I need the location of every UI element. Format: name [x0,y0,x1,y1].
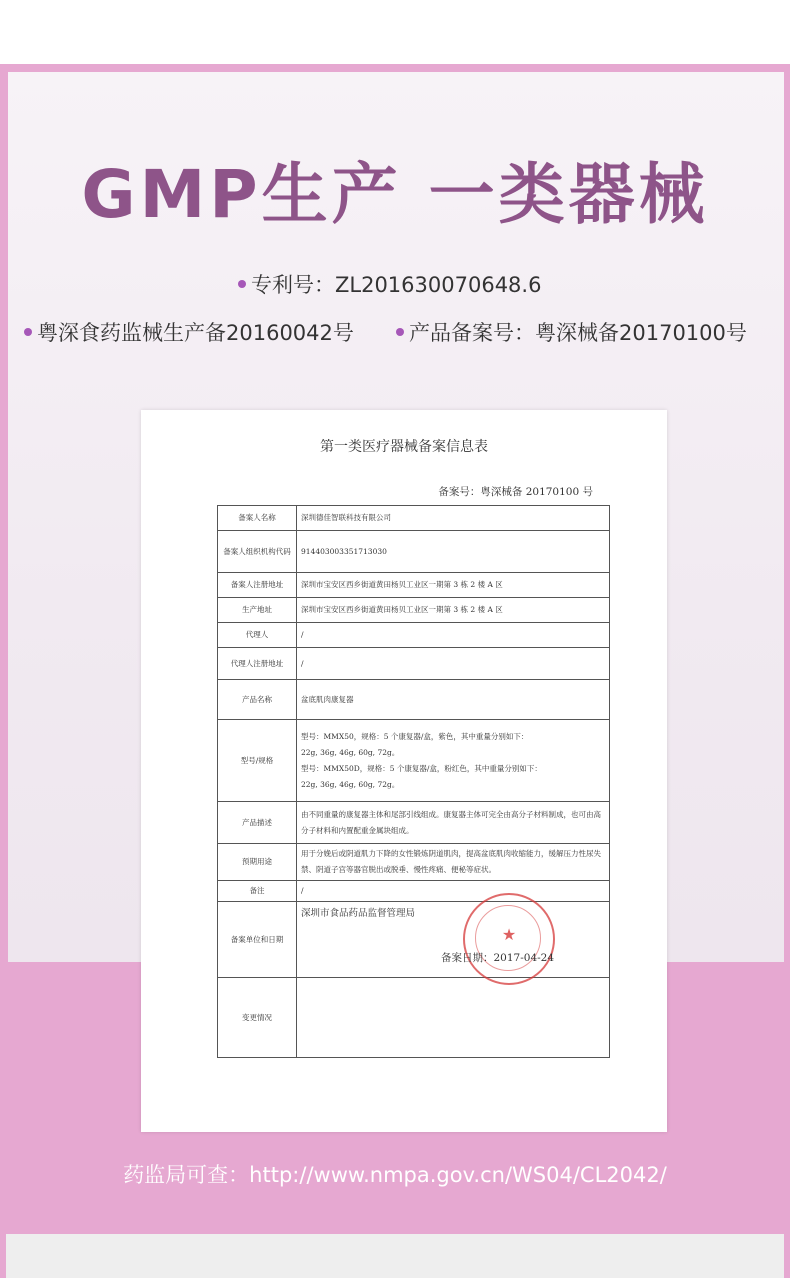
table-row [218,598,610,623]
row-key: 备案人名称 [218,506,297,531]
row-key: 产品描述 [218,802,297,844]
bullet-icon [24,328,32,336]
row-value: / [297,623,610,648]
table-row [218,680,610,720]
table-row [218,844,610,881]
footer-note: 药监局可查：http://www.nmpa.gov.cn/WS04/CL2042/ [123,1163,667,1187]
row-value: 914403003351713030 [297,531,610,573]
table-row [218,623,610,648]
official-seal [463,893,555,985]
table-row [218,802,610,844]
spec-line: 22g, 36g, 46g, 60g, 72g。 [301,747,400,757]
table-row [218,573,610,598]
bullet-icon [238,280,246,288]
row-value: 深圳市宝安区西乡街道黄田杨贝工业区一期第 3 栋 2 楼 A 区 [297,598,610,623]
page-headline: GMP生产 一类器械 [81,156,709,233]
row-value: 深圳德佳智联科技有限公司 [297,506,610,531]
table-row [218,531,610,573]
spec-line: 型号：MMX50D，规格：5 个康复器/盒，粉红色，其中重量分别如下： [301,763,542,773]
row-key: 预期用途 [218,844,297,881]
table-row [218,881,610,902]
row-value [297,720,610,802]
table-row [218,648,610,680]
patent-line [238,270,541,300]
row-value [297,978,610,1058]
row-key: 备注 [218,881,297,902]
row-value: 盆底肌肉康复器 [297,680,610,720]
row-key: 代理人注册地址 [218,648,297,680]
seal-star-icon: ★ [501,925,517,944]
spec-line: 22g, 36g, 46g, 60g, 72g。 [301,779,400,789]
table-row [218,720,610,802]
row-key: 备案单位和日期 [218,902,297,978]
row-key: 备案人组织机构代码 [218,531,297,573]
product-record-line [396,318,747,348]
table-row [218,506,610,531]
row-value: 由不同重量的康复器主体和尾部引线组成。康复器主体可完全由高分子材料制成，也可由高分子材料和内置配重金属块组成。 [297,802,610,844]
row-key: 变更情况 [218,978,297,1058]
document-title: 第一类医疗器械备案信息表 [320,439,488,455]
registration-document [141,410,667,1132]
row-key: 代理人 [218,623,297,648]
production-record-text: 粤深食药监械生产备20160042号 [37,321,354,345]
bullet-icon [396,328,404,336]
spec-line: 型号：MMX50，规格：5 个康复器/盒，紫色，其中重量分别如下： [301,731,529,741]
row-value: 用于分娩后或阴道肌力下降的女性锻炼阴道肌肉，提高盆底肌肉收缩能力，缓解压力性尿失禁、阴道子宫等器官脱出或脱垂、慢性疼痛、便秘等症状。 [297,844,610,881]
row-value: / [297,648,610,680]
bottom-strip [6,1234,784,1278]
top-margin [0,0,790,64]
row-key: 型号/规格 [218,720,297,802]
production-record-line [24,318,354,348]
record-date: 备案日期：2017-04-24 [441,952,555,964]
document-record-number: 备案号：粤深械备 20170100 号 [438,486,593,498]
product-record-text: 产品备案号：粤深械备20170100号 [409,321,747,345]
patent-text: 专利号：ZL201630070648.6 [251,273,542,297]
row-key: 生产地址 [218,598,297,623]
row-value: 深圳市食品药品监督管理局 [297,902,610,978]
row-key: 备案人注册地址 [218,573,297,598]
table-row [218,978,610,1058]
row-key: 产品名称 [218,680,297,720]
registration-table [217,505,610,1058]
row-value: / [297,881,610,902]
row-value: 深圳市宝安区西乡街道黄田杨贝工业区一期第 3 栋 2 楼 A 区 [297,573,610,598]
